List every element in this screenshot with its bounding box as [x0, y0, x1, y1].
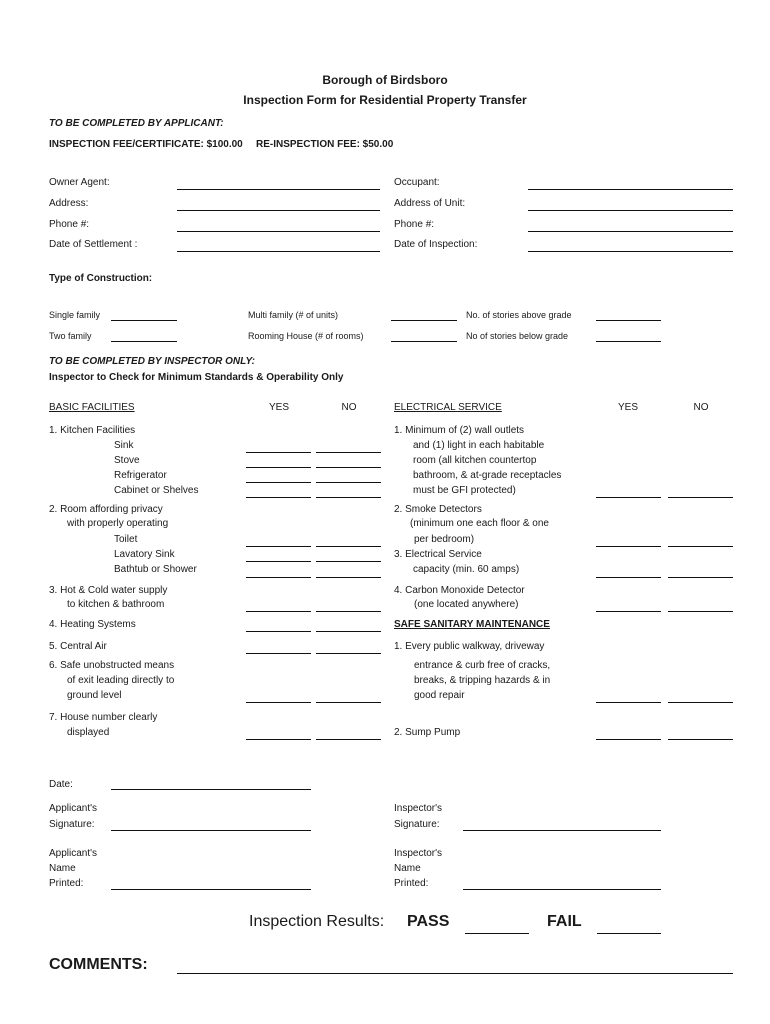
bathtub-no[interactable] — [316, 577, 381, 578]
refrigerator-label: Refrigerator — [114, 470, 167, 481]
two-family-label: Two family — [49, 331, 92, 341]
hot-cold-water-2: to kitchen & bathroom — [67, 599, 165, 610]
stove-label: Stove — [114, 455, 140, 466]
outlets-5: must be GFI protected) — [413, 485, 516, 496]
basic-yes-header: YES — [268, 402, 289, 413]
walkway-yes[interactable] — [596, 702, 661, 703]
single-family-label: Single family — [49, 310, 101, 320]
toilet-label: Toilet — [114, 534, 138, 545]
walkway-3: breaks, & tripping hazards & in — [414, 675, 551, 686]
refrigerator-yes[interactable] — [246, 482, 311, 483]
applicant-signature-label-2: Signature: — [49, 819, 95, 830]
settlement-field[interactable] — [177, 251, 380, 252]
smoke-no[interactable] — [668, 546, 733, 547]
house-number: 7. House number clearly — [49, 712, 158, 723]
inspector-standards: Inspector to Check for Minimum Standards & Operability Only — [49, 372, 344, 383]
inspector-signature-field[interactable] — [463, 830, 661, 831]
comments-field[interactable] — [177, 973, 733, 974]
sink-label: Sink — [114, 440, 134, 451]
construction-heading: Type of Construction: — [49, 273, 153, 284]
phone-field[interactable] — [177, 231, 380, 232]
phone-label: Phone #: — [49, 219, 90, 230]
phone2-label: Phone #: — [394, 219, 435, 230]
occupant-field[interactable] — [528, 189, 733, 190]
inspector-name-label-3: Printed: — [394, 878, 429, 889]
inspection-date-field[interactable] — [528, 251, 733, 252]
co-no[interactable] — [668, 611, 733, 612]
lavatory-yes[interactable] — [246, 561, 311, 562]
multi-family-field[interactable] — [391, 320, 457, 321]
co-1: 4. Carbon Monoxide Detector — [394, 585, 525, 596]
address-unit-field[interactable] — [528, 210, 733, 211]
service-yes[interactable] — [596, 577, 661, 578]
outlets-no[interactable] — [668, 497, 733, 498]
water-no[interactable] — [316, 611, 381, 612]
applicant-note: TO BE COMPLETED BY APPLICANT: — [49, 118, 224, 129]
applicant-signature-field[interactable] — [111, 830, 311, 831]
inspector-signature-label-1: Inspector's — [394, 803, 443, 814]
electrical-no-header: NO — [693, 402, 709, 413]
sump-no[interactable] — [668, 739, 733, 740]
date-field[interactable] — [111, 789, 311, 790]
comments-label: COMMENTS: — [49, 956, 148, 973]
heating-systems: 4. Heating Systems — [49, 619, 136, 630]
stories-above-label: No. of stories above grade — [466, 310, 572, 320]
form-title: Inspection Form for Residential Property Transfer — [243, 93, 527, 107]
owner-agent-label: Owner Agent: — [49, 177, 110, 188]
cabinet-no[interactable] — [316, 497, 381, 498]
house-number-no[interactable] — [316, 739, 381, 740]
borough-name: Borough of Birdsboro — [322, 73, 448, 87]
applicant-name-label-1: Applicant's — [49, 848, 98, 859]
reinspection-fee: RE-INSPECTION FEE: $50.00 — [256, 139, 394, 150]
outlets-4: bathroom, & at-grade receptacles — [413, 470, 562, 481]
basic-no-header: NO — [341, 402, 357, 413]
inspector-name-field[interactable] — [463, 889, 661, 890]
outlets-1: 1. Minimum of (2) wall outlets — [394, 425, 525, 436]
stories-below-label: No of stories below grade — [466, 331, 569, 341]
inspector-signature-label-2: Signature: — [394, 819, 440, 830]
inspector-name-label-2: Name — [394, 863, 421, 874]
walkway-4: good repair — [414, 690, 465, 701]
heating-no[interactable] — [316, 631, 381, 632]
house-number-yes[interactable] — [246, 739, 311, 740]
two-family-field[interactable] — [111, 341, 177, 342]
toilet-no[interactable] — [316, 546, 381, 547]
settlement-label: Date of Settlement : — [49, 239, 138, 250]
walkway-no[interactable] — [668, 702, 733, 703]
service-2: capacity (min. 60 amps) — [413, 564, 520, 575]
kitchen-facilities: 1. Kitchen Facilities — [49, 425, 136, 436]
address-unit-label: Address of Unit: — [394, 198, 466, 209]
bathtub-yes[interactable] — [246, 577, 311, 578]
hot-cold-water: 3. Hot & Cold water supply — [49, 585, 168, 596]
safe-exit: 6. Safe unobstructed means — [49, 660, 175, 671]
multi-family-label: Multi family (# of units) — [248, 310, 339, 320]
stove-no[interactable] — [316, 467, 381, 468]
sanitary-heading: SAFE SANITARY MAINTENANCE — [394, 619, 550, 630]
rooming-house-label: Rooming House (# of rooms) — [248, 331, 364, 341]
applicant-name-label-3: Printed: — [49, 878, 84, 889]
outlets-3: room (all kitchen countertop — [413, 455, 537, 466]
sink-yes[interactable] — [246, 452, 311, 453]
walkway-2: entrance & curb free of cracks, — [414, 660, 551, 671]
phone2-field[interactable] — [528, 231, 733, 232]
refrigerator-no[interactable] — [316, 482, 381, 483]
house-number-2: displayed — [67, 727, 110, 738]
toilet-yes[interactable] — [246, 546, 311, 547]
sink-no[interactable] — [316, 452, 381, 453]
smoke-1: 2. Smoke Detectors — [394, 504, 482, 515]
electrical-yes-header: YES — [617, 402, 638, 413]
inspection-date-label: Date of Inspection: — [394, 239, 478, 250]
outlets-yes[interactable] — [596, 497, 661, 498]
single-family-field[interactable] — [111, 320, 177, 321]
inspector-note: TO BE COMPLETED BY INSPECTOR ONLY: — [49, 356, 255, 367]
inspection-results-label: Inspection Results: — [249, 913, 385, 930]
applicant-name-label-2: Name — [49, 863, 76, 874]
safe-exit-3: ground level — [67, 690, 122, 701]
basic-facilities-heading: BASIC FACILITIES — [49, 402, 135, 413]
service-no[interactable] — [668, 577, 733, 578]
bathtub-label: Bathtub or Shower — [114, 564, 197, 575]
exit-no[interactable] — [316, 702, 381, 703]
walkway-1: 1. Every public walkway, driveway — [394, 641, 545, 652]
smoke-2: (minimum one each floor & one — [410, 518, 549, 529]
cabinet-yes[interactable] — [246, 497, 311, 498]
heating-yes[interactable] — [246, 631, 311, 632]
stories-below-field[interactable] — [596, 341, 661, 342]
applicant-name-field[interactable] — [111, 889, 311, 890]
stove-yes[interactable] — [246, 467, 311, 468]
pass-label: PASS — [407, 913, 450, 930]
water-yes[interactable] — [246, 611, 311, 612]
lavatory-no[interactable] — [316, 561, 381, 562]
sump-pump: 2. Sump Pump — [394, 727, 461, 738]
outlets-2: and (1) light in each habitable — [413, 440, 545, 451]
owner-agent-field[interactable] — [177, 189, 380, 190]
central-air: 5. Central Air — [49, 641, 107, 652]
electrical-heading: ELECTRICAL SERVICE — [394, 402, 502, 413]
stories-above-field[interactable] — [596, 320, 661, 321]
smoke-yes[interactable] — [596, 546, 661, 547]
applicant-signature-label-1: Applicant's — [49, 803, 98, 814]
air-no[interactable] — [316, 653, 381, 654]
rooming-house-field[interactable] — [391, 341, 457, 342]
co-2: (one located anywhere) — [414, 599, 519, 610]
sump-yes[interactable] — [596, 739, 661, 740]
inspector-name-label-1: Inspector's — [394, 848, 443, 859]
address-label: Address: — [49, 198, 89, 209]
room-operating: with properly operating — [67, 518, 169, 529]
exit-yes[interactable] — [246, 702, 311, 703]
fail-label: FAIL — [547, 913, 582, 930]
service-1: 3. Electrical Service — [394, 549, 482, 560]
room-privacy: 2. Room affording privacy — [49, 504, 163, 515]
cabinet-label: Cabinet or Shelves — [114, 485, 199, 496]
inspection-fee: INSPECTION FEE/CERTIFICATE: $100.00 — [49, 139, 243, 150]
occupant-label: Occupant: — [394, 177, 440, 188]
fail-field[interactable] — [597, 933, 661, 934]
address-field[interactable] — [177, 210, 380, 211]
smoke-3: per bedroom) — [414, 534, 475, 545]
co-yes[interactable] — [596, 611, 661, 612]
air-yes[interactable] — [246, 653, 311, 654]
lavatory-label: Lavatory Sink — [114, 549, 175, 560]
pass-field[interactable] — [465, 933, 529, 934]
safe-exit-2: of exit leading directly to — [67, 675, 175, 686]
date-label: Date: — [49, 779, 73, 790]
